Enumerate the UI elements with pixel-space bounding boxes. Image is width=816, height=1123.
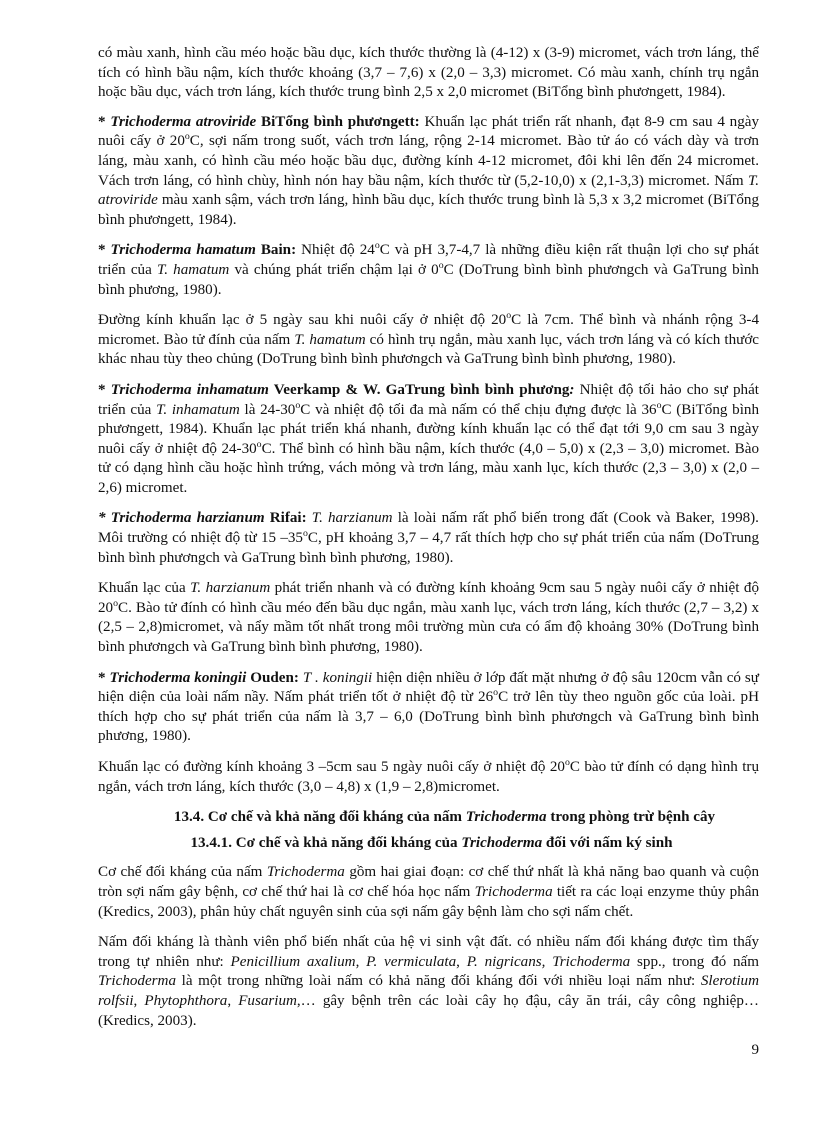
text-run: có hình trụ ngắn, màu xanh lục, vách trơn láng và có kích thước khác nhau tùy theo chủng (DoTrung bình bình phươngch và GaTrung bình bình phương, 1980). bbox=[98, 331, 759, 368]
text-run: C là 7cm. Thể bình và nhánh rộng 3-4 micromet. Bào tử đính của nấm bbox=[98, 312, 760, 348]
text-run: ,… gây bệnh trên các loài cây họ đậu, cây ăn trái, cây công nghiệp…(Kredics, 2003). bbox=[98, 992, 759, 1029]
subsection-heading-13-4-1 bbox=[98, 834, 759, 854]
text-run: là một trong những loài nấm có khả năng đối kháng đối với nhiều loại nấm như: bbox=[176, 973, 701, 990]
paragraph-trichoderma-atroviride bbox=[98, 113, 759, 231]
paragraph-hamatum-colony bbox=[98, 311, 759, 370]
text-run: Ouden: bbox=[246, 669, 299, 686]
text-run: có màu xanh, hình cầu méo hoặc bầu dục, kích thước thường là (4-12) x (3-9) micromet, vách trơn láng, thể tích có hình bầu nậm, kích thước khoảng (3,7 – 7,6) x (2,0 – 3,3) micromet. Có màu xanh, chính trụ ngắn hoặc bầu dục, vách trơn láng, kích thước trung bình 2,5 x 2,0 micromet (BiTổng bình phươngett, 1984). bbox=[98, 45, 759, 101]
text-run: Trichoderma bbox=[98, 973, 176, 990]
text-run: Bain: bbox=[255, 242, 297, 259]
text-run: Khuẩn lạc của bbox=[98, 580, 191, 597]
text-run: o bbox=[295, 399, 301, 411]
text-run: Trichoderma hamatum bbox=[110, 242, 256, 259]
text-run: * bbox=[98, 242, 111, 259]
text-run: T. harzianum bbox=[190, 580, 271, 597]
text-run: T. atroviride bbox=[98, 172, 759, 209]
text-run: Nhiệt độ 24 bbox=[296, 242, 375, 259]
text-run: trong phòng trừ bệnh cây bbox=[546, 809, 716, 826]
text-run: Khuẩn lạc có đường kính khoảng 3 –5cm sau 5 ngày nuôi cấy ở nhiệt độ 20 bbox=[98, 759, 565, 775]
text-run: C và pH 3,7-4,7 là những điều kiện rất thuận lợi cho sự phát triển của bbox=[98, 242, 760, 278]
text-run: C (DoTrung bình bình phươngch và GaTrung bình bình phương, 1980). bbox=[98, 261, 759, 298]
text-run: o bbox=[256, 438, 262, 450]
text-run: o bbox=[184, 131, 190, 143]
text-run: T. hamatum bbox=[294, 331, 366, 348]
text-run: là loài nấm rất phổ biến trong đất (Cook và Baker, 1998). Môi trường có nhiệt độ từ 15 –35 bbox=[98, 510, 759, 547]
paragraph-antagonistic-fungi bbox=[98, 933, 759, 1031]
text-run: , bbox=[133, 992, 145, 1009]
text-run: C trở lên tùy theo nguồn gốc của loài. pH thích hợp cho sự phát triển của nấm là 3,7 – 6,0 (DoTrung bình bình phươngch và GaTrung bình bình phương, 1980). bbox=[98, 689, 759, 745]
text-run: C bào tử đính có dạng hình trụ ngắn, vách trơn láng, kích thước (3,0 – 4,8) x (1,9 – 2,8)micromet. bbox=[98, 759, 759, 795]
text-run: Trichoderma bbox=[266, 864, 345, 881]
text-run: Rifai: bbox=[264, 510, 307, 527]
text-run: : bbox=[569, 381, 575, 398]
text-run: T. inhamatum bbox=[156, 401, 240, 418]
text-run: o bbox=[438, 259, 444, 271]
text-run: C, sợi nấm trong suốt, vách trơn láng, rộng 2-14 micromet. Bào tử áo có vách dày và trơn láng, màu xanh, có hình cầu méo hoặc bầu dục, đường kính 4-12 micromet, đôi khi lên đến 24 micromet. Vách trơn láng, có hình chùy, hình nón hay bầu nậm, kích thước từ (5,2-10,0) x (2,1-3,3) micromet. Nấm bbox=[98, 133, 759, 189]
paragraph-trichoderma-harzianum bbox=[98, 509, 759, 568]
section-heading-13-4 bbox=[98, 808, 759, 828]
text-run: 13.4.1. Cơ chế và khả năng đối kháng của bbox=[190, 834, 462, 851]
text-run: Trichoderma koningii bbox=[109, 669, 247, 686]
text-run: Đường kính khuẩn lạc ở 5 ngày sau khi nuôi cấy ở nhiệt độ 20 bbox=[98, 312, 507, 329]
text-run: o bbox=[656, 399, 662, 411]
text-run: T. hamatum bbox=[156, 261, 230, 278]
paragraph-trichoderma-inhamatum bbox=[98, 381, 759, 499]
text-run: C và nhiệt độ tối đa mà nấm có thể chịu đựng được là 36 bbox=[300, 401, 657, 418]
text-run: Phytophthora bbox=[144, 992, 228, 1009]
text-run: o bbox=[506, 310, 512, 322]
text-run: T . koningii bbox=[302, 669, 373, 686]
text-run: o bbox=[113, 597, 118, 609]
text-run: Veerkamp & W. GaTrung bình bình phương bbox=[268, 381, 570, 398]
text-run: Penicillium axalium bbox=[230, 953, 356, 970]
text-run: C, pH khoảng 3,7 – 4,7 rất thích hợp cho sự phát triển của nấm (DoTrung bình bình phươngch và GaTrung bình bình phương, 1980). bbox=[98, 530, 759, 566]
text-run: 13.4. Cơ chế và khả năng đối kháng của nấm bbox=[173, 809, 466, 826]
text-run: BiTổng bình phươngett: bbox=[256, 113, 420, 130]
text-run: đối với nấm ký sinh bbox=[542, 834, 673, 851]
text-run: , bbox=[355, 953, 367, 970]
text-run: Nấm đối kháng là thành viên phổ biến nhất của hệ vi sinh vật đất. có nhiều nấm đối kháng được tìm thấy trong tự nhiên như: bbox=[98, 934, 759, 970]
text-run: , bbox=[456, 953, 467, 970]
text-run: Trichoderma harzianum bbox=[110, 510, 265, 527]
text-run: * bbox=[98, 669, 110, 686]
text-run: và chúng phát triển chậm lại ở 0 bbox=[229, 261, 439, 278]
text-run: P. nigricans, Trichoderma bbox=[466, 953, 631, 970]
text-run: màu xanh sậm, vách trơn láng, hình bầu dục, kích thước trung bình là 5,3 x 3,2 micromet (BiTổng bình phươngett, 1984). bbox=[98, 192, 759, 228]
text-run: C. Bào tử đính có hình cầu méo đến bầu dục ngắn, màu xanh lục, vách trơn láng, kích thước (2,7 – 3,2) x (2,5 – 2,8)micromet, và nẩy mầm tốt nhất trong môi trường mùn cưa có ẩm độ khoảng 30% (DoTrung bình bình phươngch và GaTrung bình bình phương, 1980). bbox=[98, 599, 759, 656]
text-run: * bbox=[98, 381, 111, 398]
text-run: Slerotium rolfsii bbox=[98, 973, 759, 1009]
text-run: tiết ra các loại enzyme thủy phân (Kredics, 2003), phân hủy chất nguyên sinh của sợi nấm gây bệnh làm cho sợi nấm chết. bbox=[98, 883, 759, 920]
text-run: gồm hai giai đoạn: cơ chế thứ nhất là khả năng bao quanh và cuộn tròn sợi nấm gây bệnh, cơ chế thứ hai là cơ chế hóa học nấm bbox=[98, 864, 759, 900]
text-run: C. Thể bình có hình bầu nậm, kích thước (4,0 – 5,0) x (2,3 – 3,0) micromet. Bào tử có dạng hình cầu hoặc hình trứng, vách mỏng và trơn láng, màu xanh lục, kích thước (2,3 – 3,0) x (2,0 – 2,6) micromet. bbox=[98, 440, 759, 496]
text-run: Trichoderma inhamatum bbox=[110, 381, 269, 398]
text-run: o bbox=[564, 756, 570, 768]
page-number: 9 bbox=[751, 1042, 759, 1058]
text-run: phát triển nhanh và có đường kính khoảng 9cm sau 5 ngày nuôi cấy ở nhiệt độ 20 bbox=[98, 580, 759, 616]
text-run: Cơ chế đối kháng của nấm bbox=[98, 864, 267, 881]
text-run: Fusarium bbox=[238, 992, 297, 1009]
paragraph-antagonism-mechanism bbox=[98, 863, 759, 922]
text-run: T. harzianum bbox=[311, 510, 393, 527]
paragraph-koningii-colony bbox=[98, 758, 759, 797]
text-run: o bbox=[374, 240, 380, 252]
paragraph-spore-description bbox=[98, 44, 759, 103]
paragraph-trichoderma-hamatum bbox=[98, 241, 759, 300]
text-run: * bbox=[98, 113, 111, 130]
text-run: Trichoderma atroviride bbox=[110, 113, 257, 130]
text-run: là 24-30 bbox=[239, 401, 296, 418]
text-run: , bbox=[227, 992, 239, 1009]
text-run: * bbox=[98, 510, 111, 527]
text-run: Trichoderma bbox=[474, 883, 553, 900]
text-run: Khuẩn lạc phát triển rất nhanh, đạt 8-9 cm sau 4 ngày nuôi cấy ở 20 bbox=[98, 113, 760, 150]
text-run: Trichoderma bbox=[461, 834, 543, 851]
paragraph-trichoderma-koningii bbox=[98, 669, 759, 747]
text-run: C (BiTổng bình phươngett, 1984). Khuẩn lạc phát triển khá nhanh, đường kính khuẩn lạc có thể đạt tới 9,0 cm sau 3 ngày nuôi cấy ở nhiệt độ 24-30 bbox=[98, 401, 759, 457]
text-run: o bbox=[302, 528, 308, 540]
text-run: P. vermiculata bbox=[366, 953, 457, 970]
text-run: Nhiệt độ tối hảo cho sự phát triển của bbox=[98, 381, 759, 418]
text-run: hiện diện nhiều ở lớp đất mặt nhưng ở độ sâu 120cm vẫn có sự hiện diện của loài nấm nầy. Nấm phát triển tốt ở nhiệt độ từ 26 bbox=[98, 669, 759, 706]
paragraph-harzianum-colony bbox=[98, 579, 759, 657]
text-run: spp., trong đó nấm bbox=[630, 953, 759, 970]
text-run: Trichoderma bbox=[465, 809, 547, 826]
text-run: o bbox=[493, 687, 499, 699]
